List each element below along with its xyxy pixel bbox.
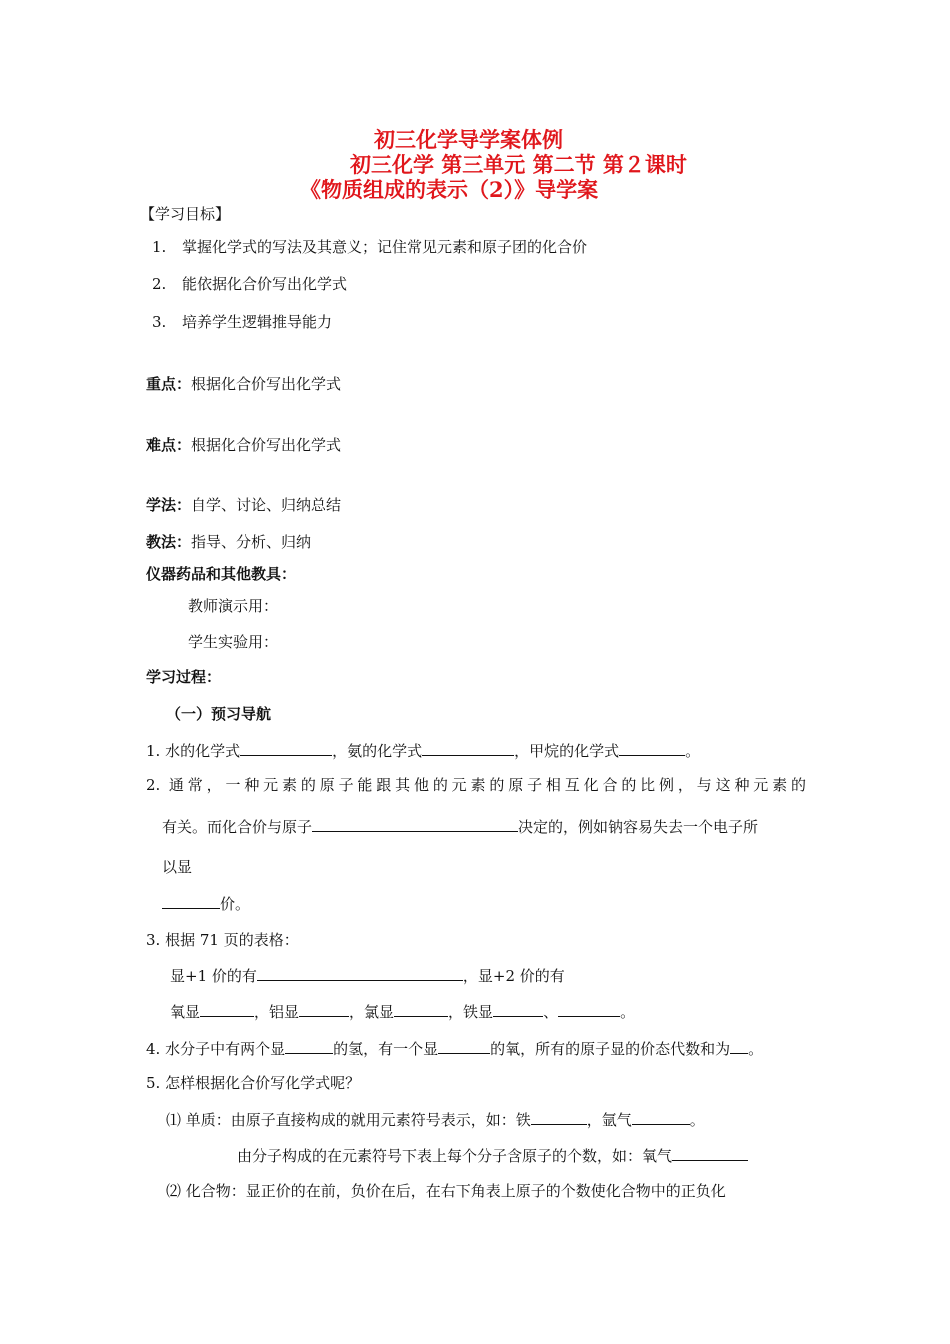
answer-blank[interactable] [299,1001,349,1017]
q3-text: 、 [543,1003,559,1021]
q5-text: 。 [689,1111,705,1129]
q5-text: ⑴ 单质：由原子直接构成的就用元素符号表示，如：铁 [166,1111,531,1129]
answer-blank[interactable] [493,1001,543,1017]
objective-text: 掌握化学式的写法及其意义；记住常见元素和原子团的化合价 [182,238,588,256]
q1-text: 。 [685,742,701,760]
answer-blank[interactable] [632,1109,690,1125]
q4-text: 的氢，有一个显 [333,1040,439,1058]
objective-num: 3. [152,313,167,331]
q2-text: 有关。而化合价与原子 [162,818,313,836]
student-experiment: 学生实验用： [188,633,279,651]
q3-text: 。 [620,1003,636,1021]
key-point-label: 重点： [146,375,192,393]
key-point-text: 根据化合价写出化学式 [191,375,342,393]
question-2-line4 [162,893,250,914]
question-5-part1b [237,1145,748,1166]
doc-subtitle: 初三化学 第三单元 第二节 第２课时 [350,152,687,177]
answer-blank[interactable] [200,1001,254,1017]
objective-item [152,237,587,257]
teaching-method [146,532,311,552]
q5-text: ，氩气 [586,1111,632,1129]
q1-text: 1. 水的化学式 [146,742,241,760]
question-2-line2 [162,816,758,837]
study-method [146,495,341,515]
teaching-method-text: 指导、分析、归纳 [191,533,312,551]
equipment-heading: 仪器药品和其他教具： [146,565,297,583]
process-heading: 学习过程： [146,668,222,686]
question-3-line1 [170,965,565,986]
q2-text: 价。 [220,895,251,913]
q4-text: 的氧，所有的原子显的价态代数和为 [490,1040,731,1058]
q3-text: ，铁显 [448,1003,494,1021]
objective-num: 2. [152,275,167,293]
q3-text: ，铝显 [254,1003,300,1021]
answer-blank[interactable] [240,740,332,756]
study-method-label: 学法： [146,496,192,514]
question-5-part1 [166,1109,705,1130]
objective-text: 培养学生逻辑推导能力 [182,313,333,331]
q4-text: 。 [748,1040,764,1058]
question-2-line3: 以显 [162,858,193,876]
question-3-intro: 3. 根据 71 页的表格： [146,931,299,949]
question-4 [146,1038,763,1059]
answer-blank[interactable] [619,740,685,756]
q3-text: ，氯显 [349,1003,395,1021]
key-point [146,374,341,394]
question-1 [146,740,700,761]
difficult-point [146,435,341,455]
q3-text: ，显+2 价的有 [462,967,565,985]
q1-text: ，氨的化学式 [332,742,423,760]
objective-item [152,312,332,332]
question-2-line1: 2. 通常，一种元素的原子能跟其他的元素的原子相互化合的比例，与这种元素的 [146,776,806,794]
answer-blank[interactable] [730,1038,748,1054]
q3-text: 显+1 价的有 [170,967,257,985]
question-5-part2: ⑵ 化合物：显正价的在前，负价在后，在右下角表上原子的个数使化合物中的正负化 [166,1182,726,1200]
answer-blank[interactable] [312,816,518,832]
objective-item [152,274,347,294]
doc-title: 初三化学导学案体例 [374,127,563,152]
q1-text: ，甲烷的化学式 [514,742,620,760]
answer-blank[interactable] [558,1001,620,1017]
section-heading: （一）预习导航 [166,705,272,723]
answer-blank[interactable] [285,1038,333,1054]
answer-blank[interactable] [422,740,514,756]
question-3-line2 [170,1001,635,1022]
teacher-demo: 教师演示用： [188,597,279,615]
q3-text: 氧显 [170,1003,201,1021]
difficult-point-label: 难点： [146,436,192,454]
objective-text: 能依据化合价写出化学式 [182,275,348,293]
q4-text: 4. 水分子中有两个显 [146,1040,286,1058]
answer-blank[interactable] [438,1038,490,1054]
objectives-heading: 【学习目标】 [140,205,231,223]
q2-text: 决定的，例如钠容易失去一个电子所 [518,818,759,836]
answer-blank[interactable] [394,1001,448,1017]
teaching-method-label: 教法： [146,533,192,551]
study-method-text: 自学、讨论、归纳总结 [191,496,342,514]
answer-blank[interactable] [162,893,220,909]
doc-lesson-title: 《物质组成的表示（2）》导学案 [300,177,599,202]
difficult-point-text: 根据化合价写出化学式 [191,436,342,454]
answer-blank[interactable] [531,1109,587,1125]
answer-blank[interactable] [672,1145,748,1161]
question-5-intro: 5. 怎样根据化合价写化学式呢？ [146,1074,361,1092]
q5-text: 由分子构成的在元素符号下表上每个分子含原子的个数，如：氧气 [237,1147,673,1165]
objective-num: 1. [152,238,167,256]
answer-blank[interactable] [257,965,463,981]
